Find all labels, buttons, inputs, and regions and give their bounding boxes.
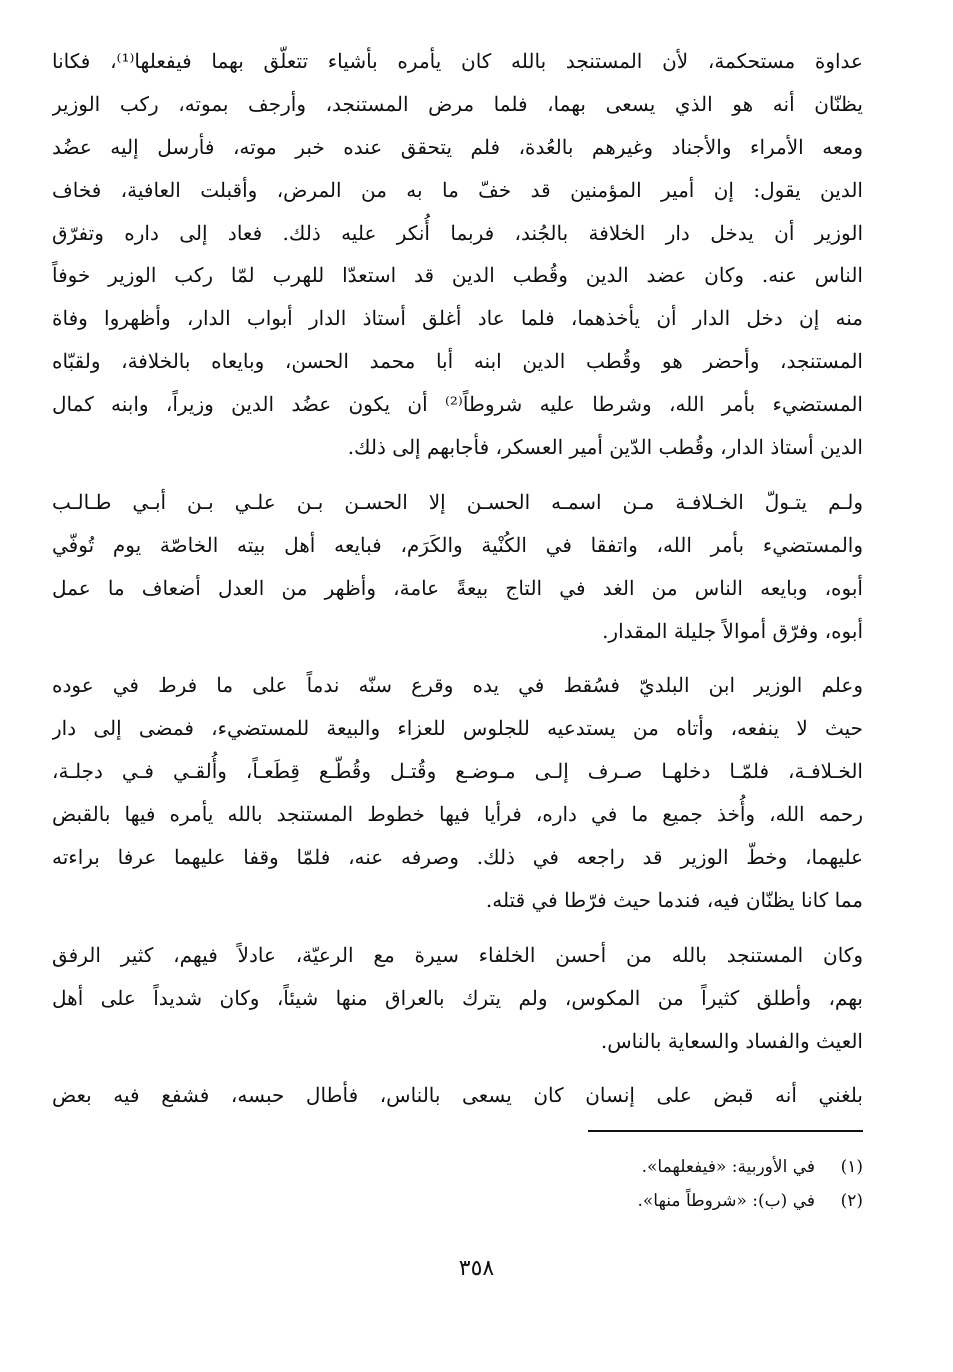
paragraph: [52, 934, 863, 1063]
paragraph: [52, 40, 863, 469]
text-line: عداوة مستحكمة، لأن المستنجد بالله كان يأمره بأشياء تتعلّق بهما فيفعلها⁽¹⁾، فكانا: [52, 49, 863, 73]
text-line: بلغني أنه قبض على إنسان كان يسعى بالناس، فأطال حبسه، فشفع فيه بعض: [52, 1083, 863, 1108]
text-line: العيث والفساد والسعاية بالناس.: [600, 1028, 863, 1053]
text-line: ومعه الأمراء والأجناد وغيرهم بالعُدة، فلم يتحقق عنده خبر موته، فأرسل إليه عضُد: [52, 134, 863, 159]
text-line: ولـم يتـولّ الخـلافـة مـن اسمـه الحسـن إلا الحسـن بـن علـي بـن أبـي طـالـب: [52, 489, 863, 514]
footnote-number: (٢): [840, 1191, 863, 1211]
text-line: حيث لا ينفعه، وأتاه من يستدعيه للجلوس للعزاء والبيعة للمستضيء، فمضى إلى دار: [52, 716, 863, 741]
footnote-number: (١): [840, 1157, 863, 1177]
paragraph: [52, 1074, 863, 1117]
text-line: أبوه، وفرّق أموالاً جليلة المقدار.: [602, 618, 863, 643]
footnote-divider: [588, 1130, 863, 1132]
text-line: عليهما، وخطّ الوزير قد راجعه في ذلك. وصرفه عنه، فلمّا وقفا عليهما عرفا براءته: [52, 845, 863, 870]
text-line: رحمه الله، وأُخذ جميع ما في داره، فرأيا فيها خطوط المستنجد بالله يأمره فيها بالقبض: [52, 802, 863, 827]
paragraph: [52, 664, 863, 921]
text-line: الوزير أن يدخل دار الخلافة بالجُند، فربما أُنكر عليه ذلك. فعاد إلى داره وتفرّق: [52, 220, 863, 245]
text-line: الناس عنه. وكان عضد الدين وقُطب الدين قد استعدّا للهرب لمّا ركب الوزير خوفاً: [52, 263, 863, 288]
text-line: الدين يقول: إن أمير المؤمنين قد خفّ ما به من المرض، وأقبلت العافية، فخاف: [52, 177, 863, 202]
text-line: يظنّان أنه هو الذي يسعى بهما، فلما مرض المستنجد، وأرجف بموته، ركب الوزير: [52, 91, 863, 116]
text-line: بهم، وأطلق كثيراً من المكوس، ولم يترك بالعراق منها شيئاً، وكان شديداً على أهل: [52, 985, 863, 1010]
text-line: منه إن دخل الدار أن يأخذهما، فلما عاد أغلق أستاذ الدار أبواب الدار، وأظهروا وفاة: [52, 306, 863, 331]
text-line: أبوه، وبايعه الناس من الغد في التاج بيعةً عامة، وأظهر من العدل أضعاف ما عمل: [52, 575, 863, 600]
footnotes: [263, 1150, 863, 1218]
footnote-text: في (ب): «شروطاً منها».: [637, 1191, 815, 1211]
footnote: [263, 1150, 863, 1184]
footnote-text: في الأوربية: «فيفعلهما».: [641, 1157, 815, 1177]
text-line: المستنجد، وأحضر هو وقُطب الدين ابنه أبا محمد الحسن، وبايعاه بالخلافة، ولقبّاه: [52, 349, 863, 374]
text-line: مما كانا يظنّان فيه، فندما حيث فرّطا في قتله.: [485, 887, 863, 912]
page-number: ٣٥٨: [458, 1256, 495, 1281]
paragraph: [52, 481, 863, 653]
text-line: وعلم الوزير ابن البلديّ فسُقط في يده وقرع سنّه ندماً على ما فرط في عوده: [52, 673, 863, 698]
text-line: المستضيء بأمر الله، وشرطا عليه شروطاً⁽²⁾ أن يكون عضُد الدين وزيراً، وابنه كمال: [52, 392, 863, 417]
text-line: الدين أستاذ الدار، وقُطب الدّين أمير العسكر، فأجابهم إلى ذلك.: [347, 435, 863, 460]
text-line: وكان المستنجد بالله من أحسن الخلفاء سيرة مع الرعيّة، عادلاً فيهم، كثير الرفق: [52, 942, 863, 967]
footnote: [263, 1184, 863, 1218]
text-line: الخـلافـة، فلمّـا دخلهـا صـرف إلـى مـوضـع وقُتـل وقُطّـع قِطَعـاً، وأُلقـي فـي دجلـة،: [52, 759, 863, 784]
text-line: والمستضيء بأمر الله، واتفقا في الكُنْية والكَرَم، فبايعه أهل بيته الخاصّة يوم تُوفّي: [52, 532, 863, 557]
main-text: [52, 40, 863, 1129]
